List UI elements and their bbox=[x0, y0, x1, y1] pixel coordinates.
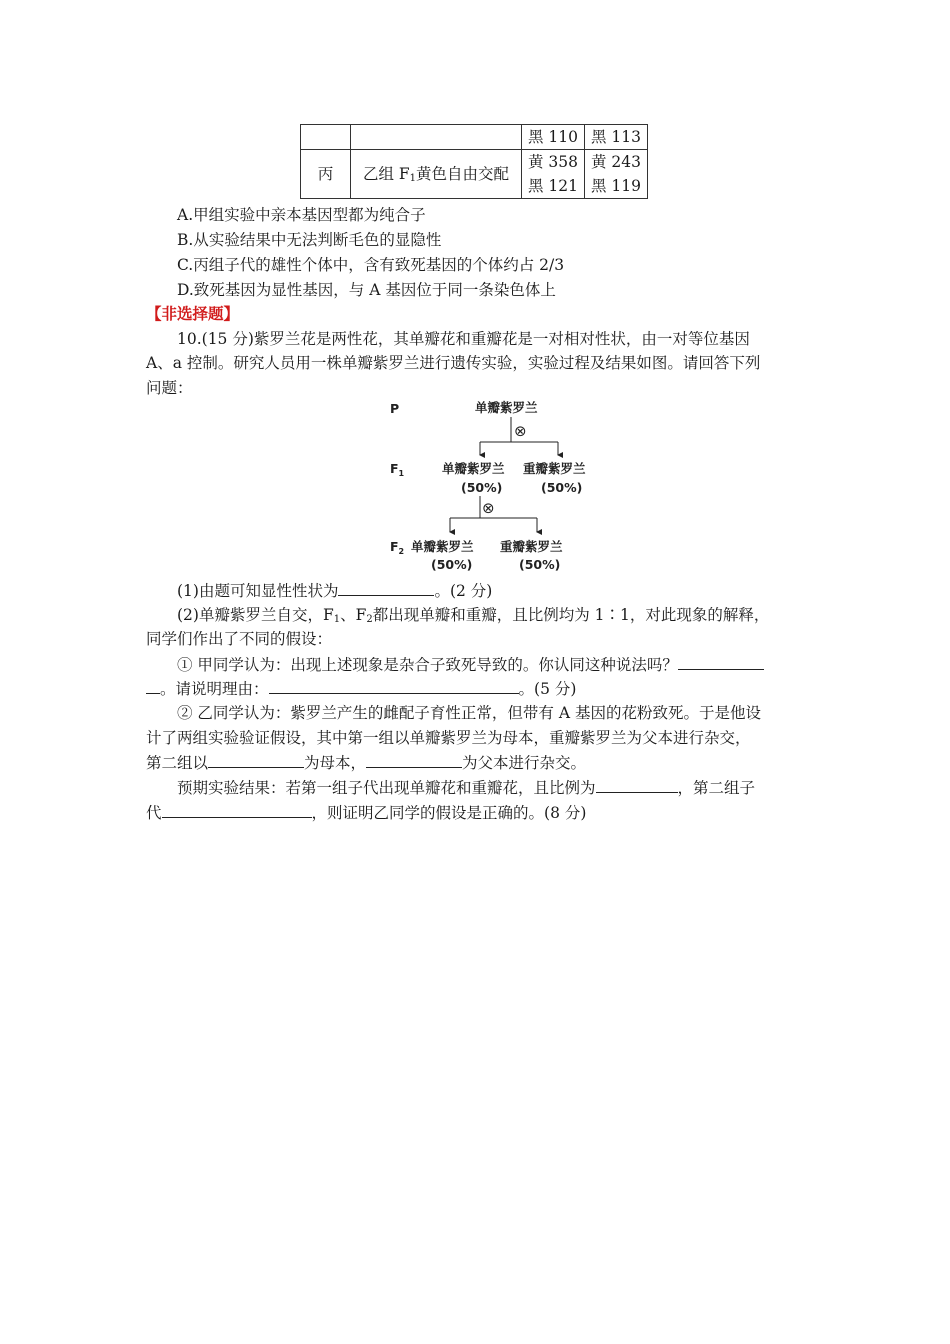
section-heading: 【非选择题】 bbox=[146, 305, 240, 323]
q10-stem-line: 问题： bbox=[146, 379, 193, 397]
hypothesis-jia: ① 甲同学认为：出现上述现象是杂合子致死导致的。你认同这种说法吗？ bbox=[177, 653, 764, 676]
sub-question-1: (1)由题可知显性性状为 。(2 分) bbox=[177, 579, 492, 602]
option-c: C.丙组子代的雄性个体中，含有致死基因的个体约占 2/3 bbox=[177, 256, 565, 274]
answer-blank[interactable] bbox=[208, 751, 304, 768]
p-plant-label: 单瓣紫罗兰 bbox=[475, 400, 538, 415]
group-label-cell: 丙 bbox=[301, 150, 351, 199]
q10-stem-line: A、a 控制。研究人员用一株单瓣紫罗兰进行遗传实验，实验过程及结果如图。请回答下列 bbox=[146, 354, 761, 372]
female-offspring-cell: 黄 358 黑 121 bbox=[522, 150, 585, 199]
table-cell bbox=[301, 125, 351, 150]
answer-blank[interactable] bbox=[678, 653, 764, 670]
table-row bbox=[301, 150, 648, 199]
answer-blank[interactable] bbox=[146, 677, 160, 694]
table-cell bbox=[351, 125, 522, 150]
option-a: A.甲组实验中亲本基因型都为纯合子 bbox=[177, 206, 426, 224]
expected-results-line: 代 ，则证明乙同学的假设是正确的。(8 分) bbox=[146, 801, 586, 824]
hypothesis-yi-line: 计了两组实验验证假设，其中第一组以单瓣紫罗兰为母本，重瓣紫罗兰为父本进行杂交， bbox=[146, 729, 751, 747]
f1-single-petal-label: 单瓣紫罗兰 bbox=[442, 461, 505, 476]
f2-double-petal-percent: (50%) bbox=[519, 557, 561, 572]
cross-results-table bbox=[300, 124, 648, 199]
table-cell: 黑 113 bbox=[585, 125, 648, 150]
answer-blank[interactable] bbox=[596, 776, 678, 793]
answer-blank[interactable] bbox=[338, 579, 434, 596]
option-b: B.从实验结果中无法判断毛色的显隐性 bbox=[177, 231, 442, 249]
f1-double-petal-label: 重瓣紫罗兰 bbox=[523, 461, 586, 476]
answer-blank[interactable] bbox=[162, 801, 312, 818]
f2-single-petal-label: 单瓣紫罗兰 bbox=[411, 539, 474, 554]
f2-single-petal-percent: (50%) bbox=[431, 557, 473, 572]
table-cell: 黑 110 bbox=[522, 125, 585, 150]
hypothesis-yi: ② 乙同学认为：紫罗兰产生的雌配子育性正常，但带有 A 基因的花粉致死。于是他设 bbox=[177, 704, 761, 722]
table-row bbox=[301, 125, 648, 150]
q10-stem-line: 10.(15 分)紫罗兰花是两性花，其单瓣花和重瓣花是一对相对性状，由一对等位基因 bbox=[177, 330, 750, 348]
f1-generation-label: $F_1$ bbox=[390, 461, 405, 478]
hypothesis-jia-line: 。请说明理由： 。(5 分) bbox=[146, 677, 576, 700]
sub-question-2: (2)单瓣紫罗兰自交，$F_1$、$F_2$都出现单瓣和重瓣，且比例均为 1∶1，对此现象的解释， bbox=[177, 606, 770, 625]
selfing-symbol: ⊗ bbox=[514, 422, 527, 440]
answer-blank[interactable] bbox=[269, 677, 519, 694]
answer-blank[interactable] bbox=[366, 751, 462, 768]
hypothesis-yi-line: 第二组以 为母本， 为父本进行杂交。 bbox=[146, 751, 586, 774]
f2-generation-label: $F_2$ bbox=[390, 539, 405, 556]
f2-double-petal-label: 重瓣紫罗兰 bbox=[500, 539, 563, 554]
selfing-symbol: ⊗ bbox=[482, 499, 495, 517]
expected-results: 预期实验结果：若第一组子代出现单瓣花和重瓣花，且比例为 ，第二组子 bbox=[177, 776, 755, 799]
male-offspring-cell: 黄 243 黑 119 bbox=[585, 150, 648, 199]
cross-description-cell: 乙组 $F_1$黄色自由交配 bbox=[351, 150, 522, 199]
option-d: D.致死基因为显性基因，与 A 基因位于同一条染色体上 bbox=[177, 281, 556, 299]
f1-single-petal-percent: (50%) bbox=[461, 480, 503, 495]
sub-question-2-line: 同学们作出了不同的假设： bbox=[146, 630, 333, 648]
f1-double-petal-percent: (50%) bbox=[541, 480, 583, 495]
cross-diagram bbox=[380, 395, 620, 575]
p-generation-label: P bbox=[390, 401, 400, 416]
